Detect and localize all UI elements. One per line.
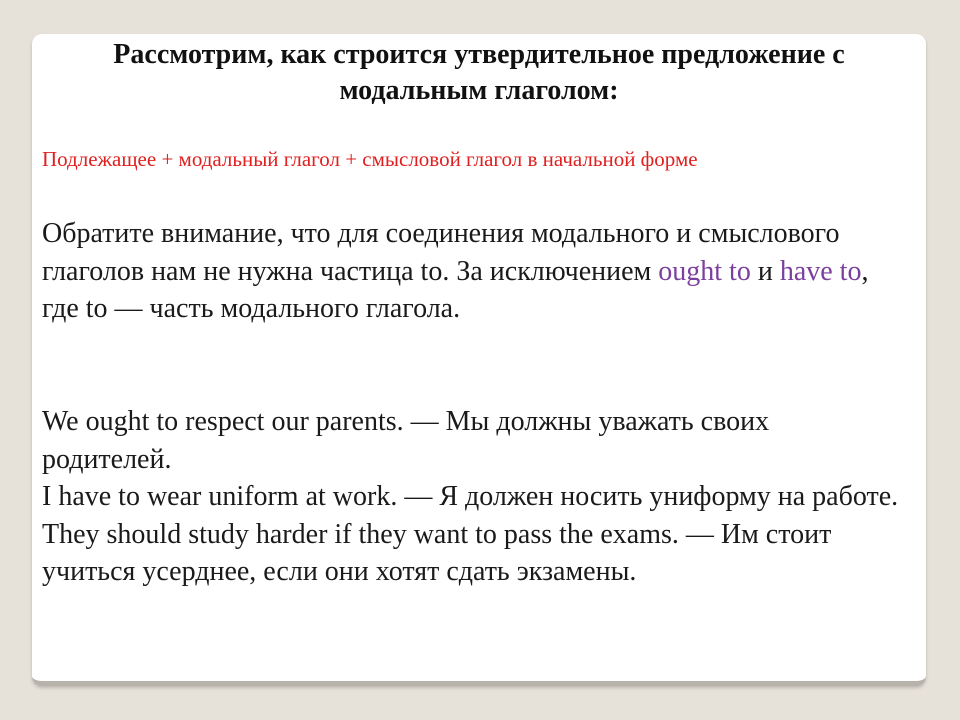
example-1: We ought to respect our parents. — Мы должны уважать своих родителей. <box>42 406 770 475</box>
note-text-2: и <box>750 255 780 287</box>
note-text-3: , где to — часть модального глагола. <box>42 255 869 324</box>
slide-title: Рассмотрим, как строится утвердительное предложение с модальным глаголом: <box>113 39 845 106</box>
example-2: I have to wear uniform at work. — Я должен носить униформу на работе. <box>42 481 899 512</box>
note-paragraph <box>42 215 902 328</box>
highlight-have-to: have to <box>779 255 862 287</box>
sentence-formula: Подлежащее + модальный глагол + смысловой глагол в начальной форме <box>42 147 698 171</box>
examples-block <box>42 403 902 591</box>
example-3: They should study harder if they want to pass the exams. — Им стоит учиться усерднее, если они хотят сдать экзамены. <box>42 518 832 587</box>
note-text-1: Обратите внимание, что для соединения модального и смыслового глаголов нам не нужна частица to. За исключением <box>42 218 840 287</box>
slide-card <box>32 34 926 686</box>
highlight-ought-to: ought to <box>658 255 751 287</box>
